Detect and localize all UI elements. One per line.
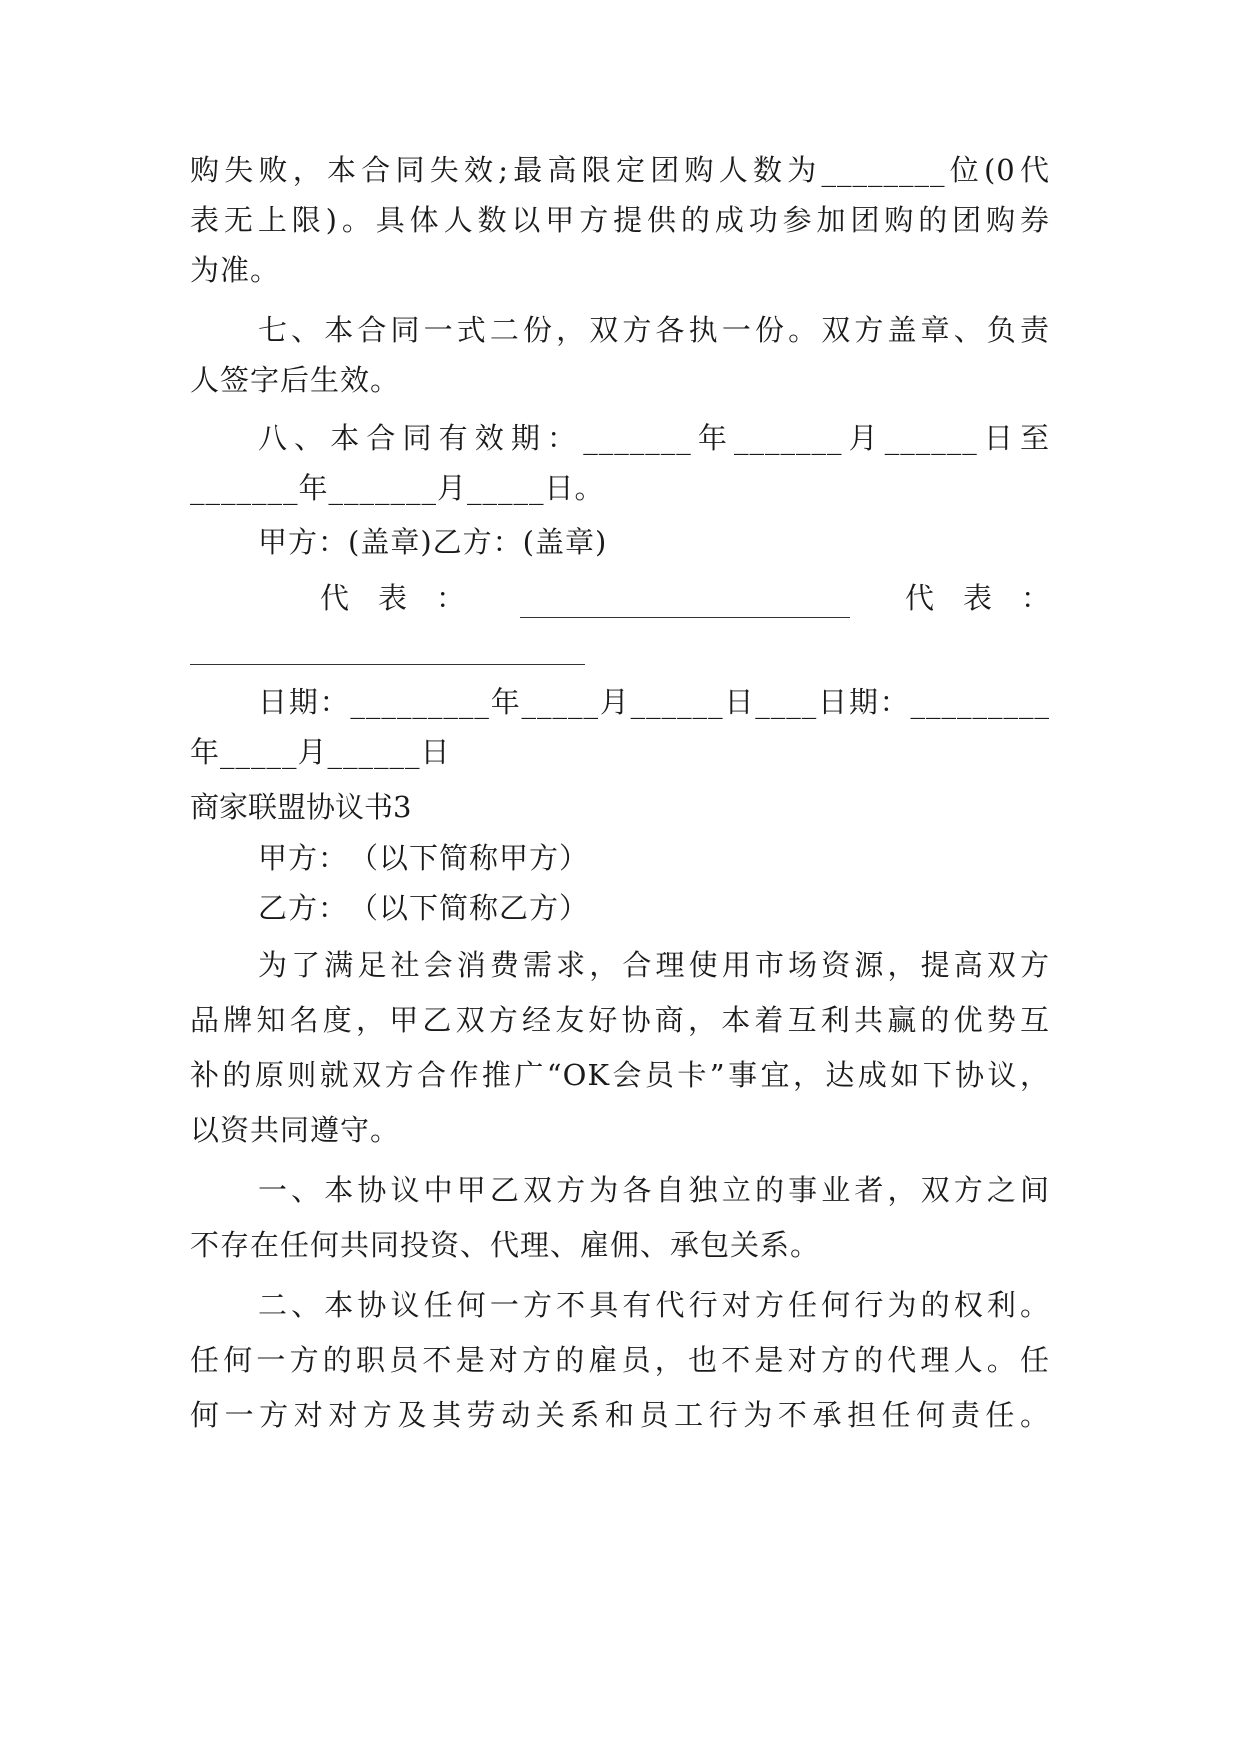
paragraph-line: 为准。 <box>190 253 281 287</box>
clause-seven: 七、本合同一式二份，双方各执一份。双方盖章、负责 <box>258 313 1050 347</box>
signature-blank <box>190 664 585 665</box>
clause-one: 一、本协议中甲乙双方为各自独立的事业者，双方之间 <box>258 1173 1050 1207</box>
party-seal-line: 甲方：(盖章)乙方：(盖章) <box>258 525 608 559</box>
representative-label-a: 代 表 ： <box>320 581 466 615</box>
paragraph-line: 购失败，本合同失效;最高限定团购人数为________位(0代 <box>190 153 1050 187</box>
paragraph-line: 年_____月______日 <box>190 735 451 769</box>
paragraph-line: 人签字后生效。 <box>190 363 401 397</box>
section-title: 商家联盟协议书3 <box>190 790 412 824</box>
paragraph-line: 品牌知名度，甲乙双方经友好协商，本着互利共赢的优势互 <box>190 1003 1050 1037</box>
paragraph-line: 不存在任何共同投资、代理、雇佣、承包关系。 <box>190 1228 821 1262</box>
party-a-line: 甲方： （以下简称甲方） <box>258 841 590 875</box>
paragraph-line: 何一方对对方及其劳动关系和员工行为不承担任何责任。 <box>190 1398 1050 1432</box>
clause-two: 二、本协议任何一方不具有代行对方任何行为的权利。 <box>258 1288 1050 1322</box>
paragraph-line: _______年_______月_____日。 <box>190 471 605 505</box>
preamble-line: 为了满足社会消费需求，合理使用市场资源，提高双方 <box>258 948 1050 982</box>
representative-label-b: 代 表 ： <box>904 581 1050 615</box>
paragraph-line: 任何一方的职员不是对方的雇员，也不是对方的代理人。任 <box>190 1343 1050 1377</box>
paragraph-line: 表无上限)。具体人数以甲方提供的成功参加团购的团购券 <box>190 203 1050 237</box>
signature-blank <box>520 589 850 618</box>
date-line: 日期：_________年_____月______日____日期：_________ <box>258 685 1050 719</box>
representative-row <box>320 578 1050 618</box>
paragraph-line: 以资共同遵守。 <box>190 1113 401 1147</box>
paragraph-line: 补的原则就双方合作推广“OK会员卡”事宜，达成如下协议， <box>190 1058 1050 1092</box>
party-b-line: 乙方： （以下简称乙方） <box>258 891 590 925</box>
clause-eight: 八、本合同有效期：_______年_______月______日至 <box>258 421 1050 455</box>
